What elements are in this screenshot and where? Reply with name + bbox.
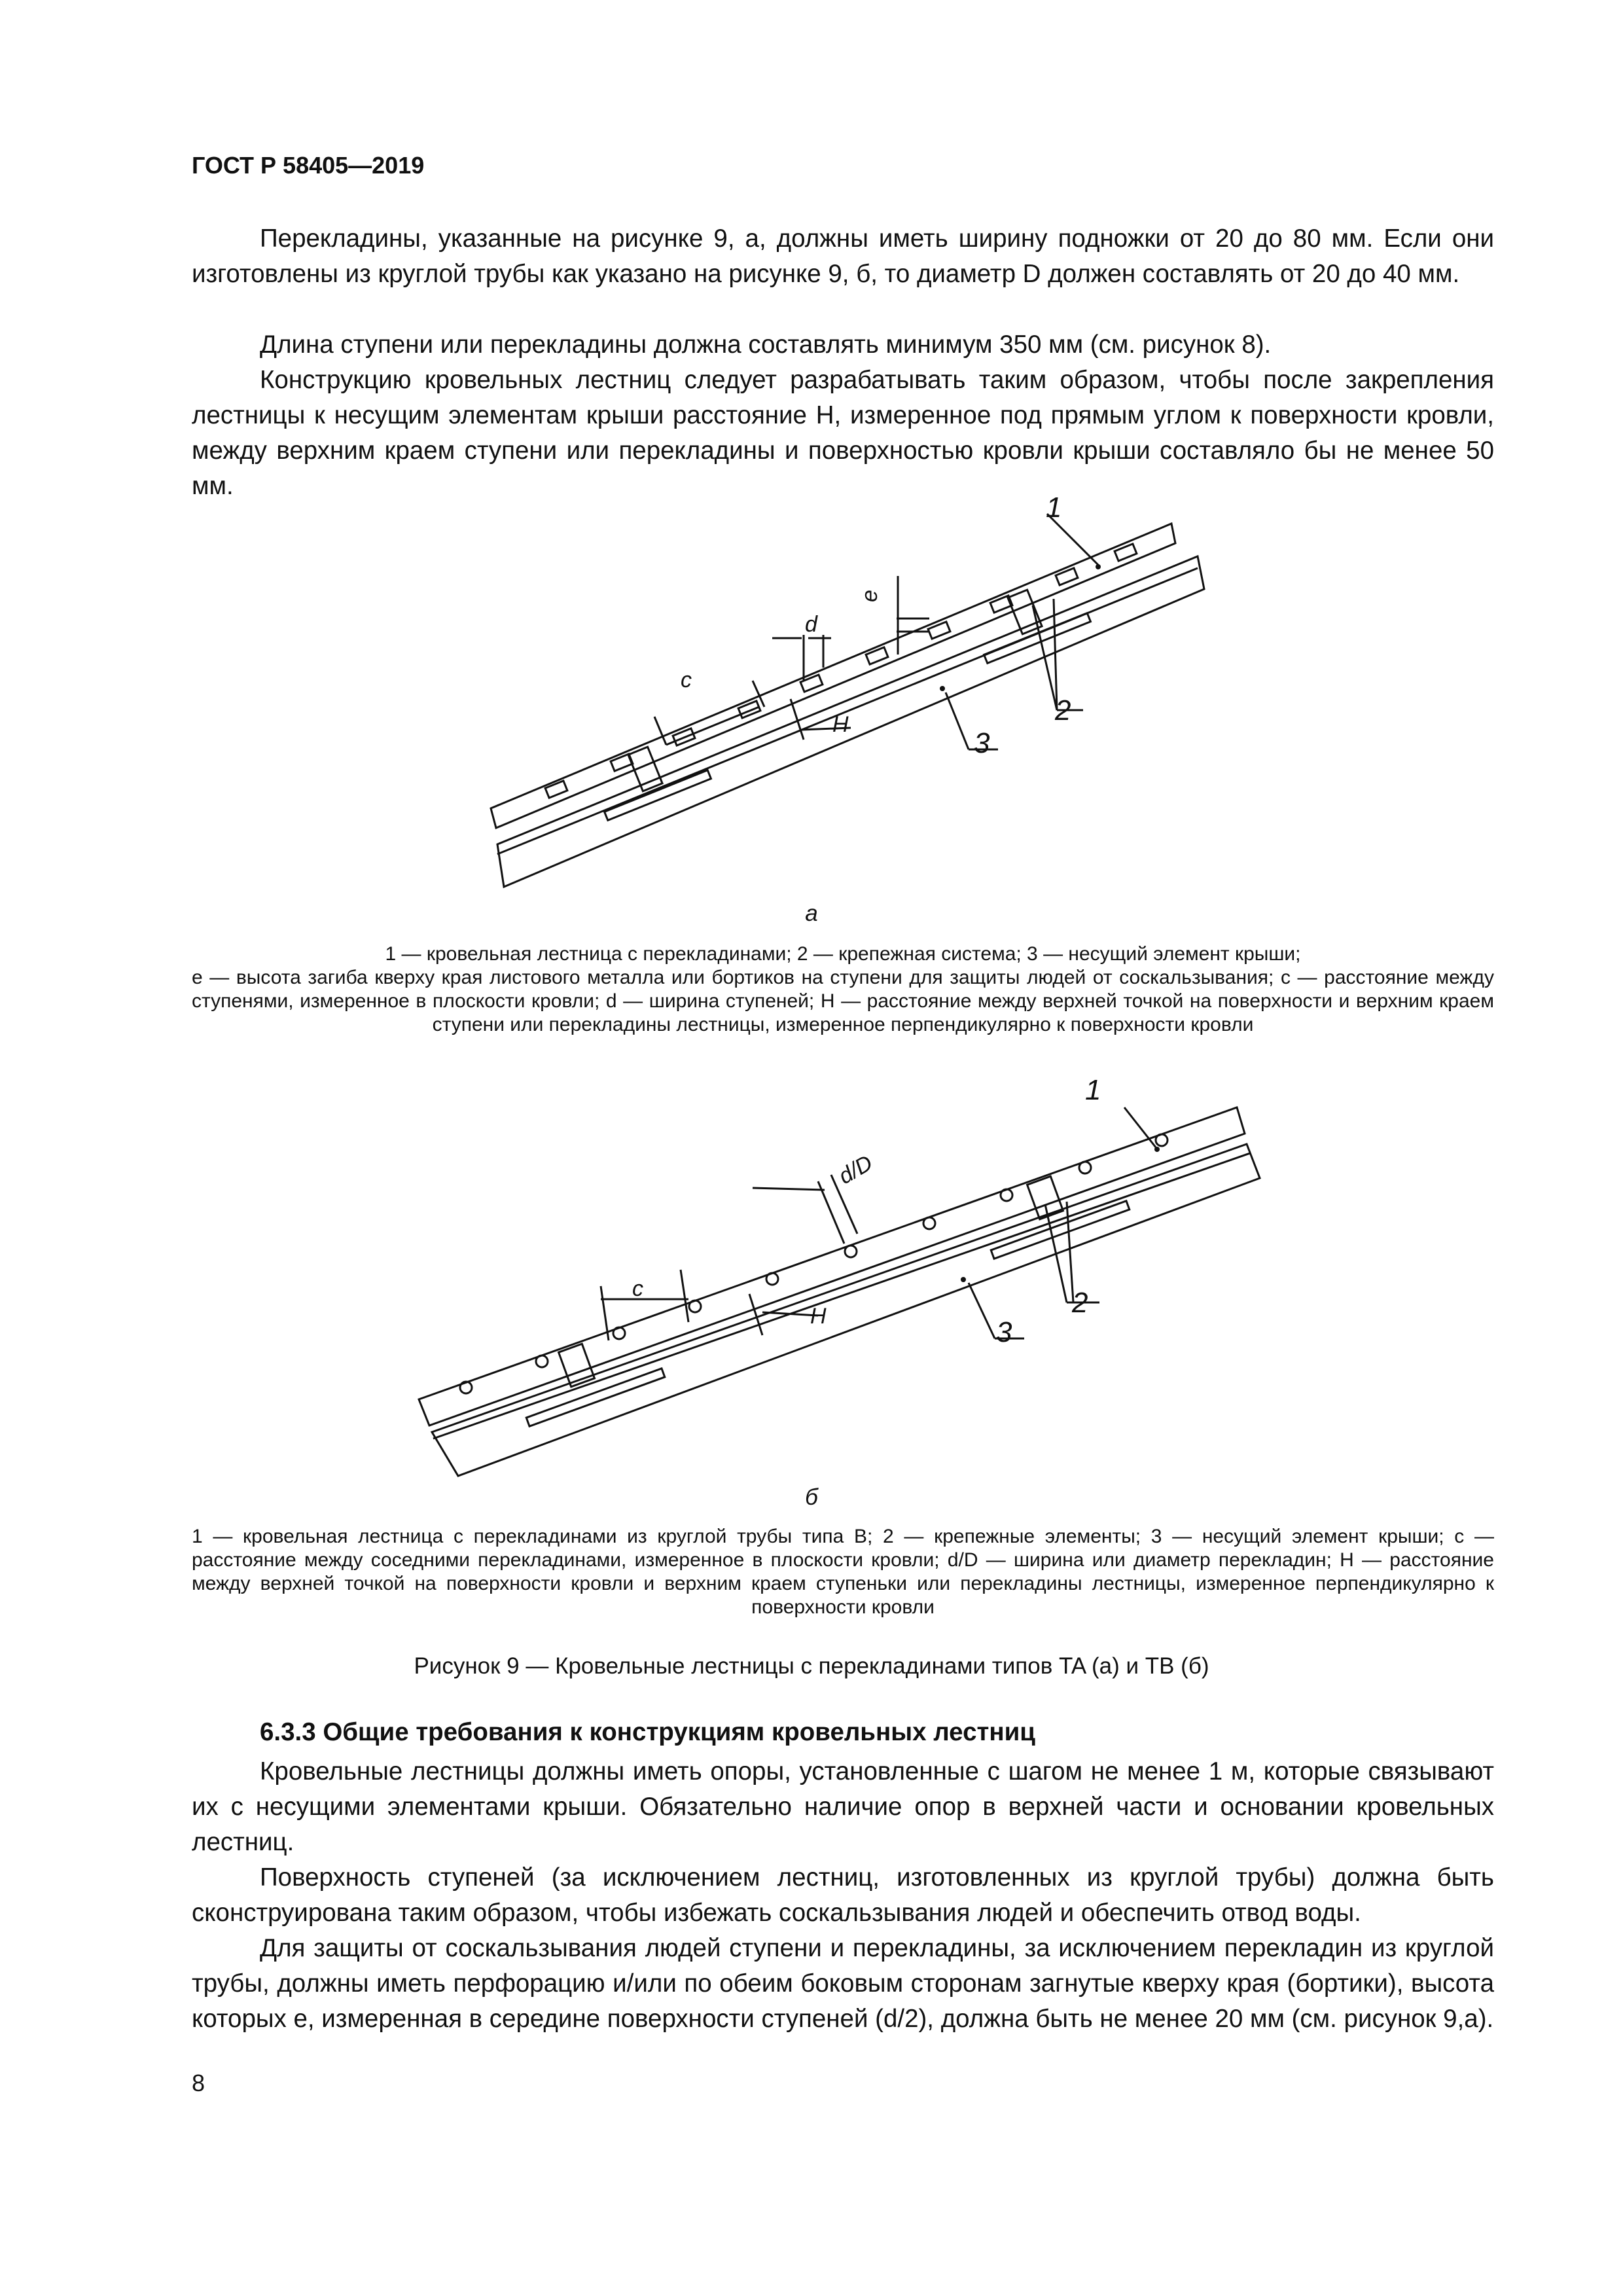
section-heading: 6.3.3 Общие требования к конструкциям кровельных лестниц — [260, 1718, 1035, 1746]
label-1-a: 1 — [1046, 492, 1062, 524]
label-e-a: e — [857, 590, 882, 602]
ladder-rail — [419, 1107, 1245, 1426]
figure-b-sublabel: б — [805, 1484, 818, 1510]
figure-b-legend: 1 — кровельная лестница с перекладинами из круглой трубы типа В; 2 — крепежные элементы; 3 — несущий элемент крыши; c — расстояние между соседними перекладинами, измеренное в плоскости кровли; d/D — ширина или диаметр перекладин; H — расстояние между верхней точкой на поверхности кровли и верхним краем ступеньки или перекладины лестницы, измеренное перпендикулярно к поверхности кровли — [192, 1526, 1494, 1618]
label-H-b: H — [810, 1304, 827, 1329]
fixing-system — [605, 590, 1091, 820]
paragraph-anti-slip: Для защиты от соскальзывания людей ступени и перекладины, за исключением перекладин из круглой трубы, должны иметь перфорацию и/или по обеим боковым сторонам загнутые кверху края (бортики), высота которых e, измеренная в середине поверхности ступеней (d/2), должна быть не менее 20 мм (см. рисунок 9,а). — [192, 1934, 1494, 2033]
label-c-b: c — [632, 1276, 643, 1301]
label-3-b: 3 — [996, 1316, 1012, 1348]
figure-a-legend-line2: e — высота загиба кверху края листового металла или бортиков на ступени для защиты людей от соскальзывания; c — расстояние между ступенями, измеренное в плоскости кровли; d — ширина ступеней; H — расстояние между верхней точкой на поверхности и верхним краем ступени или перекладины лестницы, измеренное перпендикулярно к поверхности кровли — [192, 967, 1494, 1035]
figure-a-sublabel: а — [805, 901, 818, 926]
label-1-b: 1 — [1085, 1074, 1101, 1106]
label-dD-b: d/D — [834, 1150, 877, 1189]
label-d-a: d — [805, 612, 817, 637]
label-2-a: 2 — [1055, 694, 1071, 726]
roof-element — [497, 556, 1204, 887]
label-c-a: c — [681, 668, 692, 692]
figure-9b-diagram — [0, 1047, 1623, 1505]
paragraph-ladder-design: Конструкцию кровельных лестниц следует разрабатывать таким образом, чтобы после закрепления лестницы к несущим элементам крыши расстояние H, измеренное под прямым углом к поверхности кровли, между верхним краем ступени или перекладины и поверхностью кровли крыши составляло бы не менее 50 мм. — [192, 366, 1494, 500]
label-2-b: 2 — [1072, 1287, 1088, 1319]
page-number: 8 — [192, 2070, 205, 2096]
round-crossbars — [460, 1134, 1168, 1393]
label-H-a: H — [832, 712, 849, 737]
figure-9a-diagram — [0, 0, 1623, 916]
figure-caption: Рисунок 9 — Кровельные лестницы с перекладинами типов TA (a) и TB (б) — [414, 1653, 1209, 1679]
paragraph-supports: Кровельные лестницы должны иметь опоры, установленные с шагом не менее 1 м, которые связывают их с несущими элементами крыши. Обязательно наличие опор в верхней части и основании кровельных лестниц. — [192, 1757, 1494, 1856]
figure-a-legend-line1: 1 — кровельная лестница с перекладинами; 2 — крепежная система; 3 — несущий элемент крыши; — [385, 943, 1301, 965]
paragraph-step-surface: Поверхность ступеней (за исключением лестниц, изготовленных из круглой трубы) должна быть сконструирована таким образом, чтобы избежать соскальзывания людей и обеспечить отвод воды. — [192, 1863, 1494, 1927]
label-3-a: 3 — [974, 727, 990, 759]
document-header: ГОСТ Р 58405—2019 — [192, 152, 425, 179]
paragraph-step-length: Длина ступени или перекладины должна составлять минимум 350 мм (см. рисунок 8). — [260, 331, 1272, 359]
paragraph-crossbar-width: Перекладины, указанные на рисунке 9, а, должны иметь ширину подножки от 20 до 80 мм. Если они изготовлены из круглой трубы как указано на рисунке 9, б, то диаметр D должен составлять от 20 до 40 мм. — [192, 224, 1494, 288]
